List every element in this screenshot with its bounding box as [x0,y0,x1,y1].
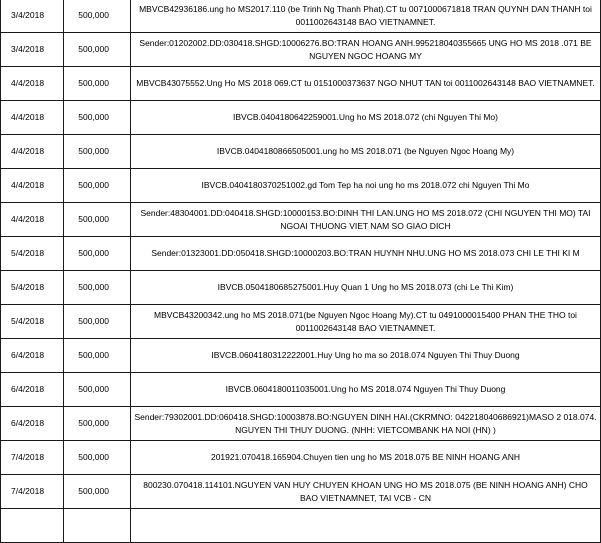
description-cell: IBVCB.0504180685275001.Huy Quan 1 Ung ho MS 2018.073 (chi Le Thi Kim) [131,271,601,305]
description-cell: MBVCB42936186.ung ho MS2017.110 (be Trinh Ng Thanh Phat).CT tu 0071000671818 TRAN QUYNH DAN THANH toi 0011002643148 BAO VIETNAMNET. [131,0,601,33]
table-row [1,169,601,203]
table-row [1,203,601,237]
description-cell: Sender:79302001.DD:060418.SHGD:10003878.BO:NGUYEN DINH HAI.(CKRMNO: 042218040686921)MASO 2 018.074. NGUYEN THI THUY DUONG. (NHH: VIETCOMBANK HA NOI (HN) ) [131,407,601,441]
date-cell: 6/4/2018 [1,373,64,407]
description-cell: IBVCB.0604180312222001.Huy Ung ho ma so 2018.074 Nguyen Thi Thuy Duong [131,339,601,373]
description-cell: Sender:01323001.DD:050418.SHGD:10000203.BO:TRAN HUYNH NHU.UNG HO MS 2018.073 CHI LE THI KI M [131,237,601,271]
amount-cell: 500,000 [64,271,131,305]
table-row [1,509,601,543]
amount-cell: 500,000 [64,237,131,271]
amount-cell: 500,000 [64,169,131,203]
description-cell: IBVCB.0404180866505001.ung ho MS 2018.071 (be Nguyen Ngoc Hoang My) [131,135,601,169]
amount-cell: 500,000 [64,305,131,339]
description-cell: Sender:01202002.DD:030418.SHGD:10006276.BO:TRAN HOANG ANH.995218040355665 UNG HO MS 2018 .071 BE NGUYEN NGOC HOANG MY [131,33,601,67]
description-cell [131,509,601,543]
amount-cell: 500,000 [64,373,131,407]
amount-cell: 500,000 [64,0,131,33]
description-cell: 201921.070418.165904.Chuyen tien ung ho MS 2018.075 BE NINH HOANG ANH [131,441,601,475]
amount-cell: 500,000 [64,135,131,169]
date-cell: 3/4/2018 [1,33,64,67]
date-cell: 7/4/2018 [1,475,64,509]
date-cell: 6/4/2018 [1,407,64,441]
table-row [1,237,601,271]
table-row [1,373,601,407]
date-cell: 5/4/2018 [1,237,64,271]
table-row [1,135,601,169]
table-row [1,441,601,475]
amount-cell [64,509,131,543]
table-row [1,67,601,101]
description-cell: IBVCB.0404180370251002.gd Tom Tep ha noi ung ho ms 2018.072 chi Nguyen Thi Mo [131,169,601,203]
amount-cell: 500,000 [64,441,131,475]
description-cell: MBVCB43200342.ung ho MS 2018.071(be Nguyen Ngoc Hoang My).CT tu 0491000015400 PHAN THE THO toi 0011002643148 BAO VIETNAMNET. [131,305,601,339]
date-cell: 5/4/2018 [1,271,64,305]
description-cell: Sender:48304001.DD:040418.SHGD:10000153.BO:DINH THI LAN.UNG HO MS 2018.072 (CHI NGUYEN THI MO) TAI NGOAI THUONG VIET NAM SO GIAO DICH [131,203,601,237]
table-row [1,101,601,135]
amount-cell: 500,000 [64,33,131,67]
date-cell: 4/4/2018 [1,135,64,169]
date-cell: 4/4/2018 [1,101,64,135]
date-cell: 4/4/2018 [1,203,64,237]
table-row [1,271,601,305]
date-cell: 4/4/2018 [1,67,64,101]
date-cell: 4/4/2018 [1,169,64,203]
date-cell [1,509,64,543]
table-row [1,475,601,509]
description-cell: 800230.070418.114101.NGUYEN VAN HUY CHUYEN KHOAN UNG HO MS 2018.075 (BE NINH HOANG ANH) CHO BAO VIETNAMNET, TAI VCB - CN [131,475,601,509]
description-cell: IBVCB.0404180642259001.Ung ho MS 2018.072 (chi Nguyen Thi Mo) [131,101,601,135]
description-cell: MBVCB43075552.Ung Ho MS 2018 069.CT tu 0151000373637 NGO NHUT TAN toi 0011002643148 BAO VIETNAMNET. [131,67,601,101]
table-row [1,33,601,67]
date-cell: 7/4/2018 [1,441,64,475]
amount-cell: 500,000 [64,203,131,237]
date-cell: 5/4/2018 [1,305,64,339]
table-row [1,407,601,441]
date-cell: 3/4/2018 [1,0,64,33]
amount-cell: 500,000 [64,67,131,101]
amount-cell: 500,000 [64,101,131,135]
table-row [1,339,601,373]
amount-cell: 500,000 [64,475,131,509]
table-row [1,305,601,339]
date-cell: 6/4/2018 [1,339,64,373]
amount-cell: 500,000 [64,407,131,441]
table-row [1,0,601,33]
description-cell: IBVCB.0604180011035001.Ung ho MS 2018.074 Nguyen Thi Thuy Duong [131,373,601,407]
amount-cell: 500,000 [64,339,131,373]
